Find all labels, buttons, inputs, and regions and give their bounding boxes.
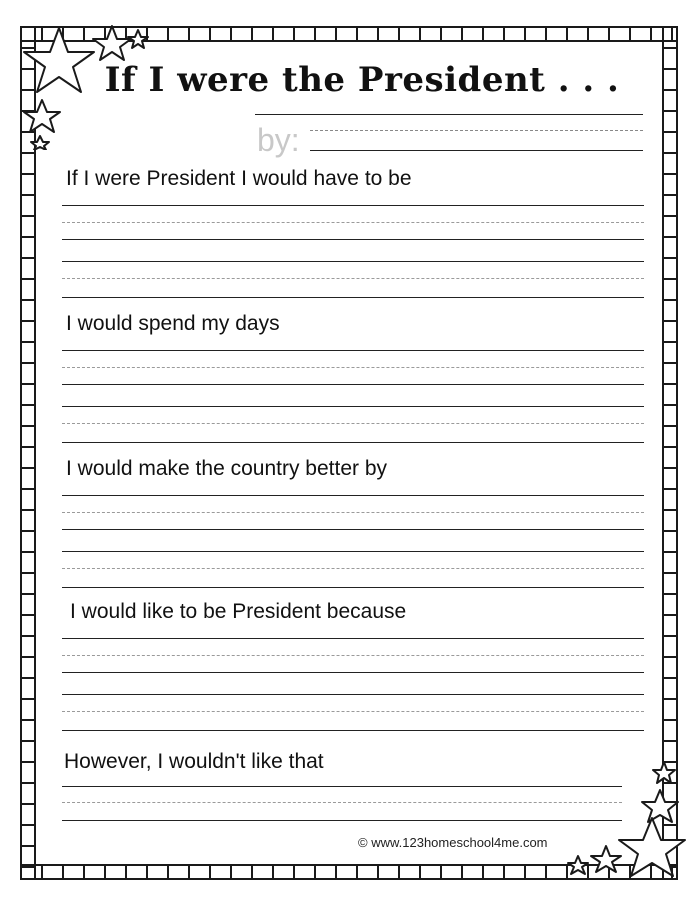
star-icon: [619, 818, 685, 876]
writing-line: [62, 495, 644, 496]
writing-guide-line: [62, 568, 644, 569]
writing-guide-line: [62, 423, 644, 424]
writing-section-1[interactable]: [62, 167, 644, 307]
writing-line: [62, 730, 644, 731]
writing-line: [62, 587, 644, 588]
writing-line: [62, 350, 644, 351]
star-icon: [568, 856, 588, 874]
writing-line: [62, 820, 622, 821]
star-icon: [591, 846, 621, 872]
writing-line: [62, 205, 644, 206]
writing-line: [62, 786, 622, 787]
writing-line: [62, 239, 644, 240]
author-row[interactable]: [255, 112, 643, 160]
writing-section-4[interactable]: [62, 600, 644, 740]
writing-guide-line: [62, 278, 644, 279]
star-icon: [642, 790, 678, 822]
star-icon: [128, 30, 148, 48]
section-prompt: However, I wouldn't like that: [64, 750, 324, 773]
writing-line: [62, 297, 644, 298]
author-guide-line: [310, 130, 643, 131]
writing-guide-line: [62, 711, 644, 712]
border-right: [662, 26, 678, 880]
writing-line: [62, 551, 644, 552]
writing-guide-line: [62, 512, 644, 513]
writing-section-3[interactable]: [62, 457, 644, 597]
section-prompt: I would spend my days: [66, 312, 280, 335]
writing-line: [62, 672, 644, 673]
writing-guide-line: [62, 802, 622, 803]
author-line: [255, 114, 643, 115]
section-prompt: I would like to be President because: [70, 600, 407, 623]
star-icon: [24, 100, 60, 132]
author-baseline: [310, 150, 643, 151]
section-prompt: If I were President I would have to be: [66, 167, 412, 190]
copyright-text: © www.123homeschool4me.com: [358, 835, 548, 850]
writing-line: [62, 694, 644, 695]
star-icon: [653, 762, 675, 783]
border-left: [20, 26, 36, 880]
author-label: by:: [257, 122, 300, 158]
writing-line: [62, 442, 644, 443]
star-icon: [31, 136, 49, 150]
writing-line: [62, 261, 644, 262]
writing-guide-line: [62, 655, 644, 656]
writing-line: [62, 638, 644, 639]
star-icon: [93, 26, 131, 60]
writing-line: [62, 384, 644, 385]
writing-guide-line: [62, 222, 644, 223]
writing-section-5[interactable]: [62, 750, 622, 830]
section-prompt: I would make the country better by: [66, 457, 387, 480]
writing-line: [62, 406, 644, 407]
writing-line: [62, 529, 644, 530]
writing-section-2[interactable]: [62, 312, 644, 452]
worksheet-title: If I were the President . . .: [104, 60, 620, 100]
writing-guide-line: [62, 367, 644, 368]
